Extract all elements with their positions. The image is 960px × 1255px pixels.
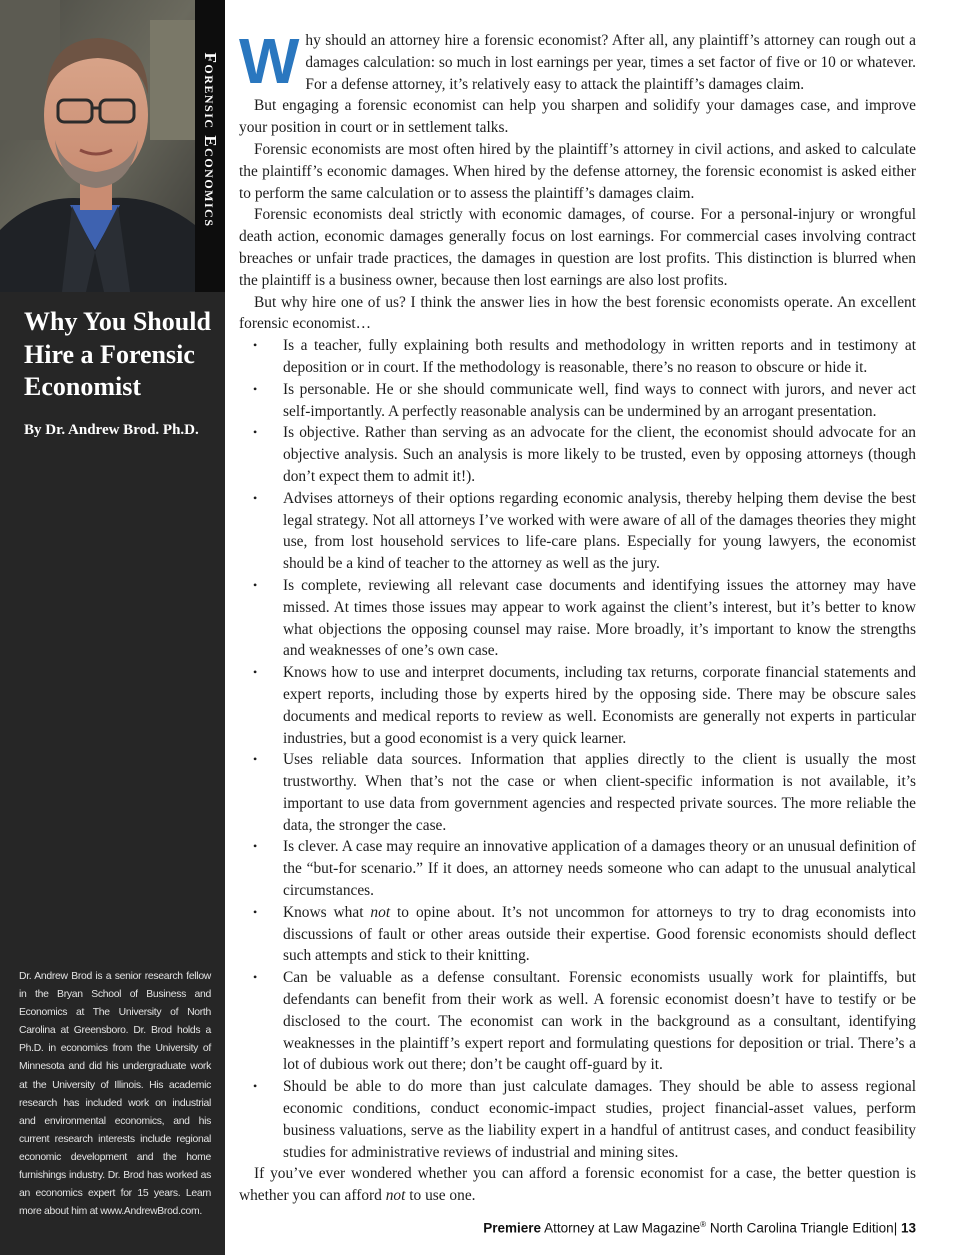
closing-paragraph: If you’ve ever wondered whether you can afford a forensic economist for a case, the better question is whether you can afford not to use one. <box>239 1165 916 1205</box>
title-line: Hire a Forensic <box>24 339 195 369</box>
section-label-tab <box>195 0 225 292</box>
title-line: Why You Should <box>24 307 211 336</box>
emphasis: not <box>385 1187 406 1205</box>
intro-text: hy should an attorney hire a forensic economist? After all, any plaintiff’s attorney can rough out a damages calculation: so much in lost earnings per year, times a set factor of five or 10 or whatever. For a defense attorney, it’s relatively easy to attack the plaintiff’s damages claim. <box>305 32 916 93</box>
title-line: Economist <box>24 372 141 401</box>
list-item: • Advises attorneys of their options regarding economic analysis, thereby helping them devise the best legal strategy. Not all attorneys I’ve worked with were aware of all of the damages theories they might use, from lost household services to life-care plans. Especially for young lawyers, the economist should be a kind of teacher to the attorney as well as the jury. <box>283 488 916 575</box>
body-paragraph: But engaging a forensic economist can help you sharpen and solidify your damages case, and improve your position in court or in settlement talks. <box>239 97 916 137</box>
body-paragraph: But why hire one of us? I think the answer lies in how the best forensic economists operate. An excellent forensic economist… <box>239 293 916 333</box>
body-paragraph: Forensic economists are most often hired by the plaintiff’s attorney in civil actions, and asked to calculate the plaintiff’s economic damages. When hired by the defense attorney, the forensic economist is asked either to perform the same calculation or to assess the plaintiff’s damages claim. <box>239 140 916 202</box>
list-item: • Knows what not to opine about. It’s not uncommon for attorneys to try to drag economists into discussions of fault or other areas outside their expertise. Good forensic economists should deflect such attempts and stick to their knitting. <box>283 902 916 967</box>
footer-brand: Premiere <box>483 1220 542 1236</box>
list-item: • Uses reliable data sources. Information that applies directly to the client is usually the most trustworthy. When that’s not the case or when client-specific information is not available, it’s important to use data from government agencies and respected private sources. The more reliable the data, the stronger the case. <box>283 749 916 836</box>
list-item: • Should be able to do more than just calculate damages. They should be able to assess regional economic conditions, conduct economic-impact studies, project financial-asset values, perform business valuations, serve as the liability expert in a handful of antitrust cases, and conduct feasibility studies for administrative reviews of industrial and mining sites. <box>283 1076 916 1163</box>
article-body <box>239 25 916 1207</box>
byline: By Dr. Andrew Brod. Ph.D. <box>24 422 199 438</box>
footer-edition: North Carolina Triangle Edition <box>709 1220 894 1236</box>
list-item: • Is a teacher, fully explaining both results and methodology in written reports and in testimony at deposition or in court. If the methodology is reasonable, there’s no reason to obscure or hide it. <box>283 335 916 379</box>
list-item: • Is personable. He or she should communicate well, find ways to connect with jurors, and never act self-importantly. A perfectly reasonable analysis can be undermined by an arrogant presentation. <box>283 379 916 423</box>
list-item: • Is clever. A case may require an innovative application of a damages theory or an unusual definition of the “but-for scenario.” If it does, an attorney needs someone who can adapt to the unusual analytical circumstances. <box>283 836 916 901</box>
page-footer <box>483 1220 916 1236</box>
registered-mark: ® <box>700 1220 707 1229</box>
footer-magazine: Attorney at Law Magazine <box>544 1220 701 1236</box>
sidebar <box>0 0 225 1255</box>
body-paragraph: Forensic economists deal strictly with economic damages, of course. For a personal-injury or wrongful death action, economic damages generally focus on lost earnings. For commercial cases involving contract breaches or unfair trade practices, the damages in question are lost profits. This distinction is blurred when the plaintiff is a business owner, because then lost earnings are also lost profits. <box>239 206 916 289</box>
intro-paragraph <box>239 25 916 97</box>
list-item: • Is complete, reviewing all relevant case documents and identifying issues the attorney may have missed. At times those issues may appear to work against the client’s interest, but it’s better to know what objections the opposing counsel may raise. More broadly, it’s important to know the strengths and weaknesses of one’s own case. <box>283 575 916 662</box>
list-item: • Is objective. Rather than serving as an advocate for the client, the economist should advocate for an objective analysis. Such an analysis is more likely to be trusted, even by opposing attorneys (though don’t expect them to admit it!). <box>283 422 916 487</box>
qualities-list <box>239 335 916 1163</box>
footer-separator: | <box>893 1220 898 1236</box>
drop-cap: W <box>239 25 300 97</box>
list-item: • Can be valuable as a defense consultant. Forensic economists usually work for plaintiffs, but defendants can benefit from their work as well. A forensic economist doesn’t have to testify or be disclosed to the court. The economist can work in the background as a consultant, identifying weaknesses in the plaintiff’s expert report and formulating questions for deposition or trial. There’s a lot of dubious work out there; don’t be caught off-guard by it. <box>283 967 916 1076</box>
article-title <box>24 306 214 404</box>
author-bio: Dr. Andrew Brod is a senior research fellow in the Bryan School of Business and Economics at The University of North Carolina at Greensboro. Dr. Brod holds a Ph.D. in economics from the University of Minnesota and did his undergraduate work at the University of Illinois. His academic research has included work on industrial and environmental economics, and his current research interests include regional economic development and the home furnishings industry. Dr. Brod has worked as an economics expert for 15 years. Learn more about him at www.AndrewBrod.com. <box>19 971 211 1218</box>
list-item: • Knows how to use and interpret documents, including tax returns, corporate financial statements and expert reports, including those by experts hired by the opposing side. There may be obscure sales documents and medical reports to review as well. Economists are generally not experts in particular industries, but a good economist is a very quick learner. <box>283 662 916 749</box>
section-label: Forensic Economics <box>201 52 220 228</box>
page-number: 13 <box>900 1220 916 1236</box>
author-photo <box>0 0 195 292</box>
emphasis: not <box>370 903 391 921</box>
